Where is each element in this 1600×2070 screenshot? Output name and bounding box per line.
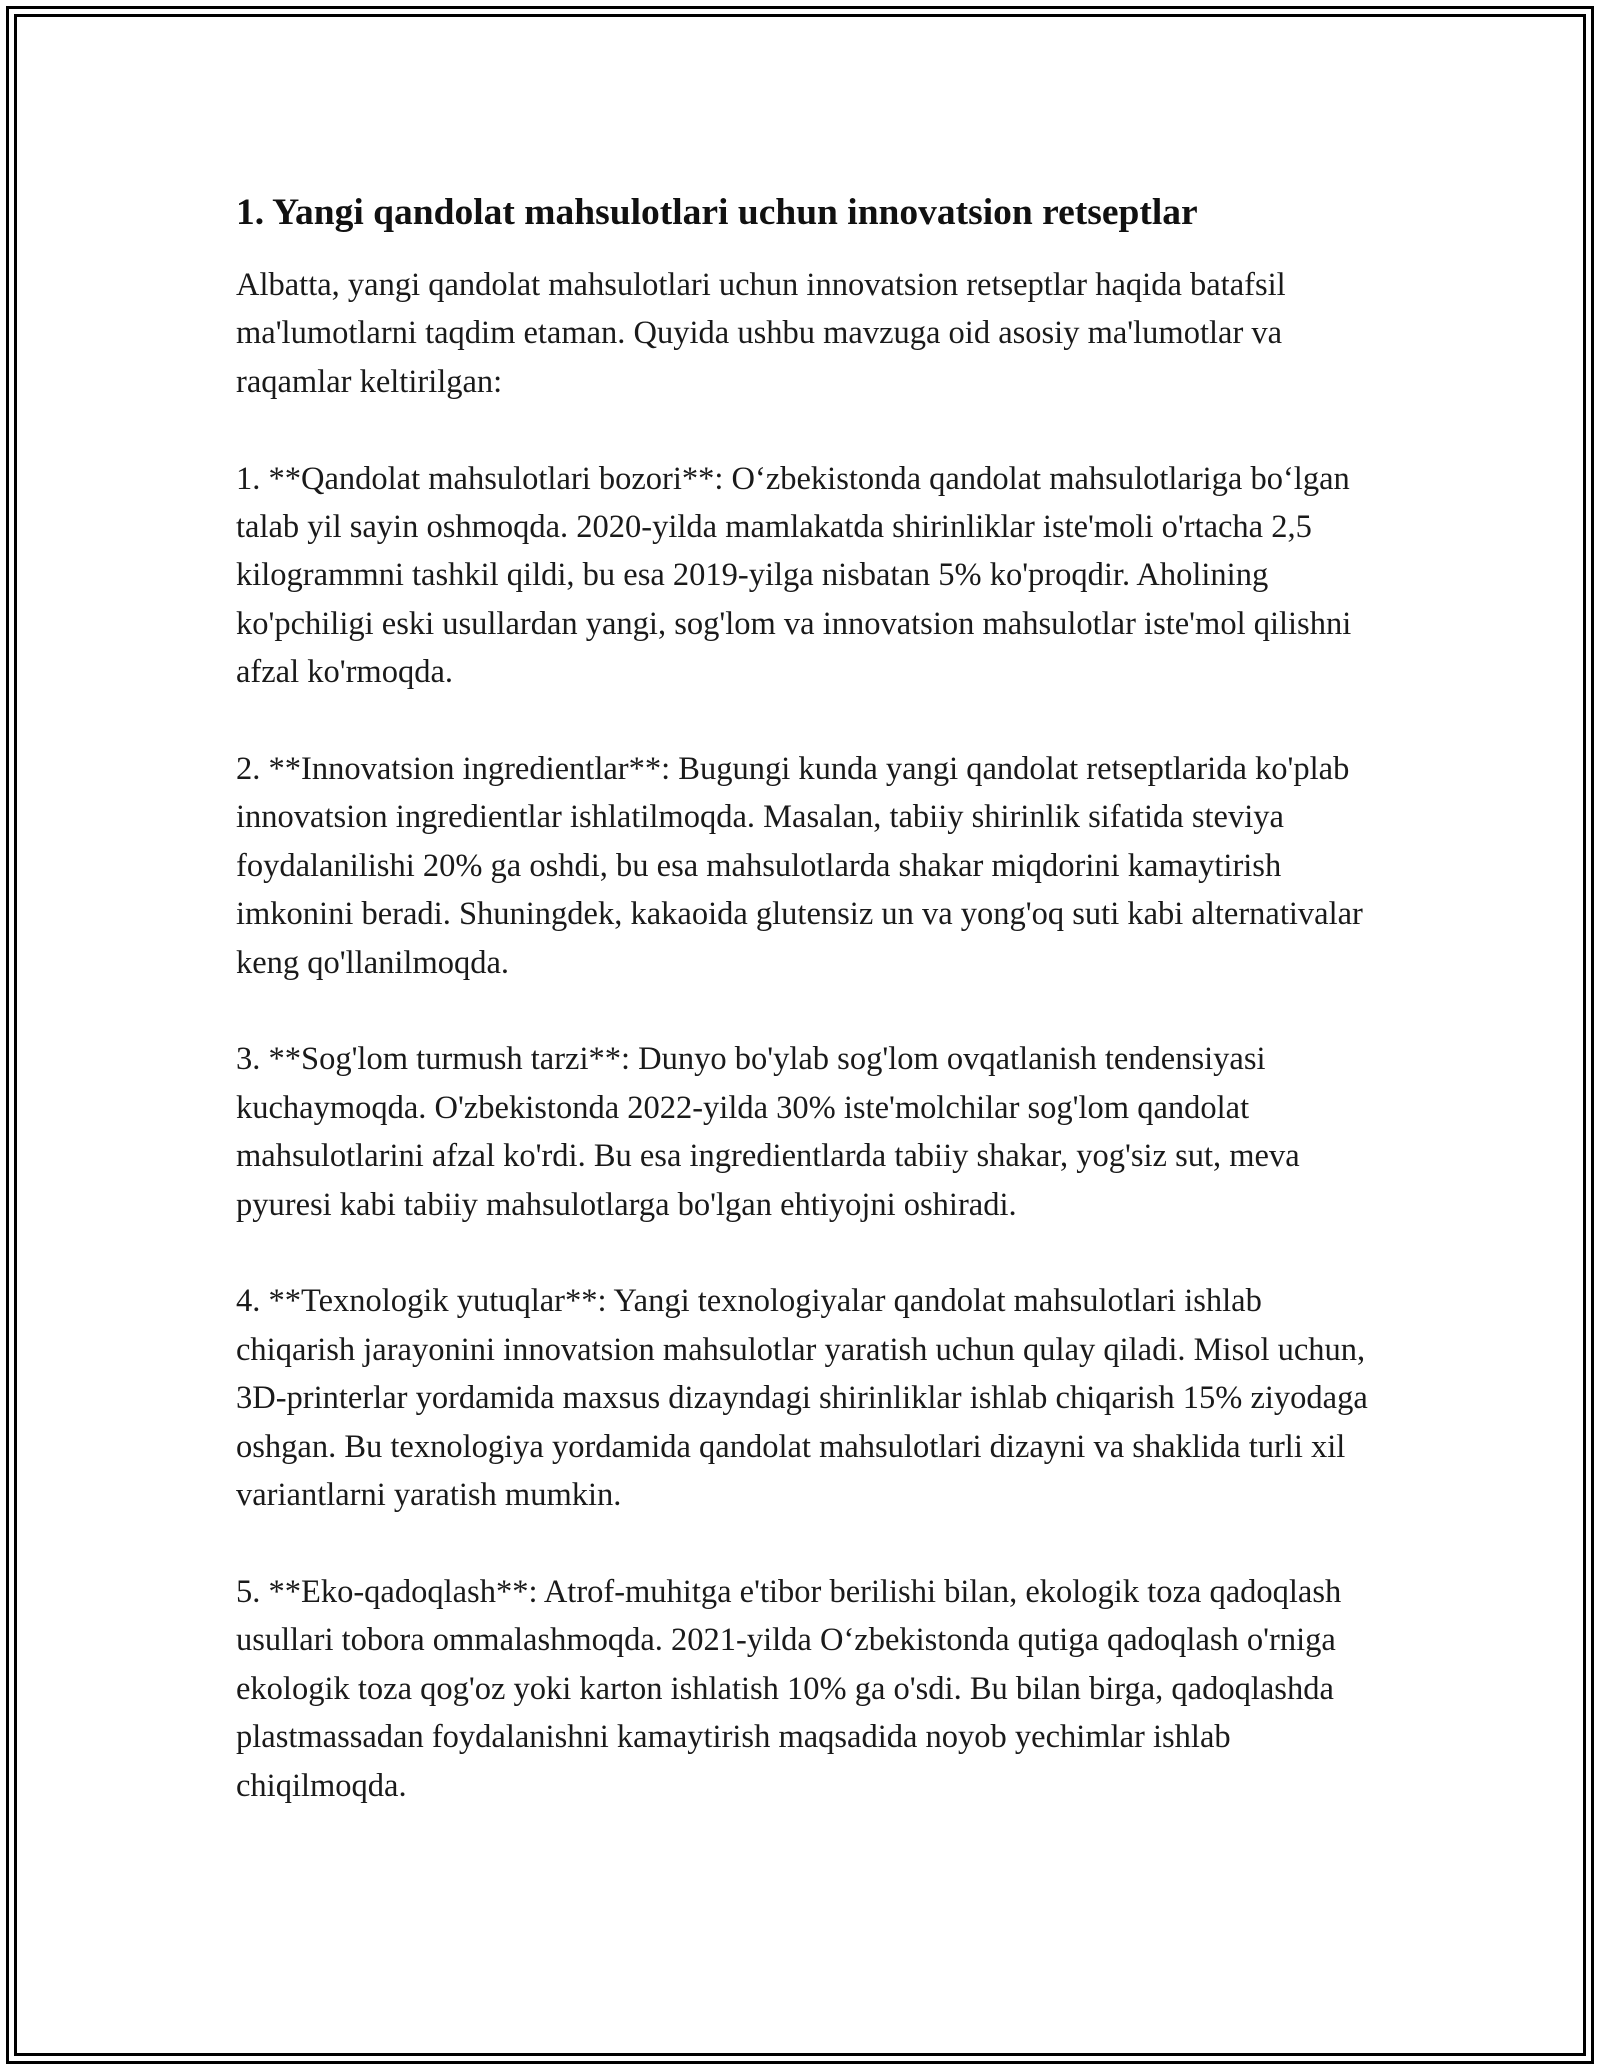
list-item-eco-packaging: 5. **Eko-qadoqlash**: Atrof-muhitga e'tibor berilishi bilan, ekologik toza qadoqlash usullari tobora ommalashmoqda. 2021-yilda O‘zbekistonda qutiga qadoqlash o'rniga ekologik toza qog'oz yoki karton ishlatish 10% ga o'sdi. Bu bilan birga, qadoqlashda plastmassadan foydalanishni kamaytirish maqsadida noyob yechimlar ishlab chiqilmoqda.	[236, 1573, 1342, 1804]
list-item-ingredients: 2. **Innovatsion ingredientlar**: Bugungi kunda yangi qandolat retseptlarida ko'plab innovatsion ingredientlar ishlatilmoqda. Masalan, tabiiy shirinlik sifatida steviya foydalanilishi 20% ga oshdi, bu esa mahsulotlarda shakar miqdorini kamaytirish imkonini beradi. Shuningdek, kakaoida glutensiz un va yong'oq suti kabi alternativalar keng qo'llanilmoqda.	[236, 751, 1363, 981]
list-item-healthy-lifestyle: 3. **Sog'lom turmush tarzi**: Dunyo bo'ylab sog'lom ovqatlanish tendensiyasi kuchaymoqda. O'zbekistonda 2022-yilda 30% iste'molchilar sog'lom qandolat mahsulotlarini afzal ko'rdi. Bu esa ingredientlarda tabiiy shakar, yog'siz sut, meva pyuresi kabi tabiiy mahsulotlarga bo'lgan ehtiyojni oshiradi.	[236, 1041, 1300, 1223]
document-body	[236, 185, 1376, 1858]
document-title: 1. Yangi qandolat mahsulotlari uchun innovatsion retseptlar	[236, 192, 1198, 233]
intro-paragraph: Albatta, yangi qandolat mahsulotlari uchun innovatsion retseptlar haqida batafsil ma'lumotlarni taqdim etaman. Quyida ushbu mavzuga oid asosiy ma'lumotlar va raqamlar keltirilgan:	[236, 267, 1286, 400]
list-item-market: 1. **Qandolat mahsulotlari bozori**: O‘zbekistonda qandolat mahsulotlariga bo‘lgan talab yil sayin oshmoqda. 2020-yilda mamlakatda shirinliklar iste'moli o'rtacha 2,5 kilogrammni tashkil qildi, bu esa 2019-yilga nisbatan 5% ko'proqdir. Aholining ko'pchiligi eski usullardan yangi, sog'lom va innovatsion mahsulotlar iste'mol qilishni afzal ko'rmoqda.	[236, 460, 1352, 691]
list-item-technology: 4. **Texnologik yutuqlar**: Yangi texnologiyalar qandolat mahsulotlari ishlab chiqarish jarayonini innovatsion mahsulotlar yaratish uchun qulay qiladi. Misol uchun, 3D-printerlar yordamida maxsus dizayndagi shirinliklar ishlab chiqarish 15% ziyodaga oshgan. Bu texnologiya yordamida qandolat mahsulotlari dizayni va shaklida turli xil variantlarni yaratish mumkin.	[236, 1283, 1368, 1514]
